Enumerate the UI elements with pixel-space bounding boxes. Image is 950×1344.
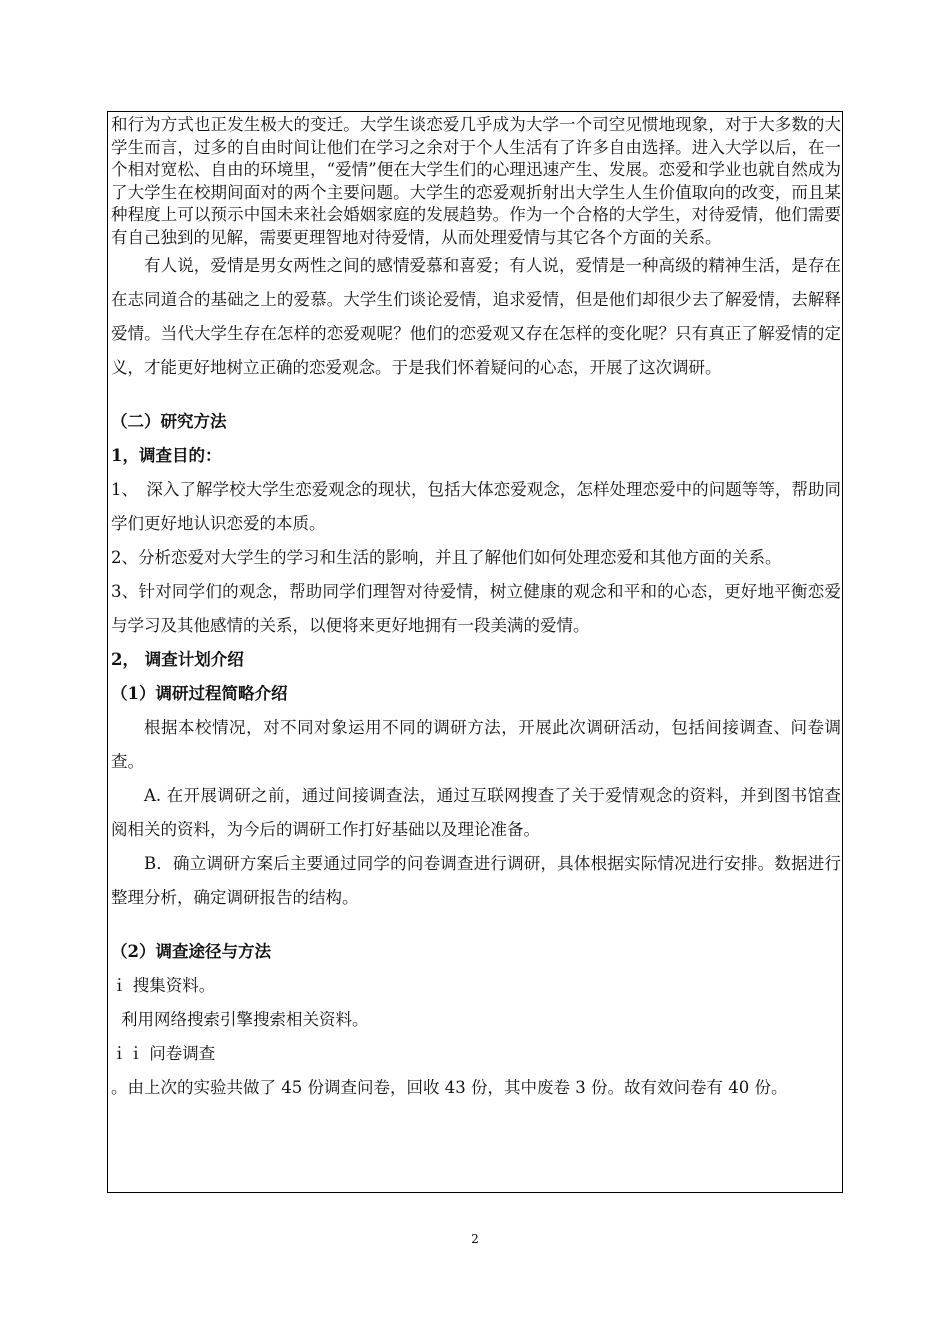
document-body: [111, 114, 841, 1105]
love-definition-paragraph: 有人说，爱情是男女两性之间的感情爱慕和喜爱；有人说，爱情是一种高级的精神生活，是存在在志同道合的基础之上的爱慕。大学生们谈论爱情，追求爱情，但是他们却很少去了解爱情，去解释爱情。当代大学生存在怎样的恋爱观呢？他们的恋爱观又存在怎样的变化呢？只有真正了解爱情的定义，才能更好地树立正确的恋爱观念。于是我们怀着疑问的心态，开展了这次调研。: [111, 256, 841, 377]
method-ii-label: ｉｉ 问卷调查: [111, 1044, 216, 1063]
method-ii-text: 。由上次的实验共做了 45 份调查问卷，回收 43 份，其中废卷 3 份。故有效问卷有 40 份。: [111, 1078, 788, 1097]
survey-purpose-heading: 1，调查目的：: [111, 446, 222, 465]
process-overview-heading: （1）调研过程简略介绍: [111, 684, 288, 703]
method-i-label: ｉ 搜集资料。: [111, 976, 216, 995]
purpose-item-3: 3、针对同学们的观念，帮助同学们理智对待爱情，树立健康的观念和平和的心态，更好地平衡恋爱与学习及其他感情的关系，以便将来更好地拥有一段美满的爱情。: [111, 582, 841, 635]
intro-paragraph: 和行为方式也正发生极大的变迁。大学生谈恋爱几乎成为大学一个司空见惯地现象，对于大多数的大学生而言，过多的自由时间让他们在学习之余对于个人生活有了许多自由选择。进入大学以后，在一个相对宽松、自由的环境里，“爱情”便在大学生们的心理迅速产生、发展。恋爱和学业也就自然成为了大学生在校期间面对的两个主要问题。大学生的恋爱观折射出大学生人生价值取向的改变，而且某种程度上可以预示中国未来社会婚姻家庭的发展趋势。作为一个合格的大学生，对待爱情，他们需要有自己独到的见解，需要更理智地对待爱情，从而处理爱情与其它各个方面的关系。: [111, 115, 841, 247]
method-i-text: 利用网络搜索引擎搜索相关资料。: [121, 1010, 369, 1029]
survey-plan-heading: 2， 调查计划介绍: [111, 650, 244, 669]
purpose-item-2: 2、分析恋爱对大学生的学习和生活的影响，并且了解他们如何处理恋爱和其他方面的关系。: [111, 548, 782, 567]
process-paragraph: 根据本校情况，对不同对象运用不同的调研方法，开展此次调研活动，包括间接调查、问卷调查。: [111, 718, 841, 771]
methods-heading: （2）调查途径与方法: [111, 942, 271, 961]
process-step-b: B．确立调研方案后主要通过同学的问卷调查进行调研，具体根据实际情况进行安排。数据进行整理分析，确定调研报告的结构。: [111, 854, 841, 907]
section-heading-research-methods: （二）研究方法: [111, 412, 227, 431]
process-step-a: A. 在开展调研之前，通过间接调查法，通过互联网搜查了关于爱情观念的资料，并到图书馆查阅相关的资料，为今后的调研工作打好基础以及理论准备。: [111, 786, 841, 839]
purpose-item-1: 1、 深入了解学校大学生恋爱观念的现状，包括大体恋爱观念，怎样处理恋爱中的问题等等，帮助同学们更好地认识恋爱的本质。: [111, 480, 841, 533]
page-number: 2: [471, 1232, 479, 1246]
